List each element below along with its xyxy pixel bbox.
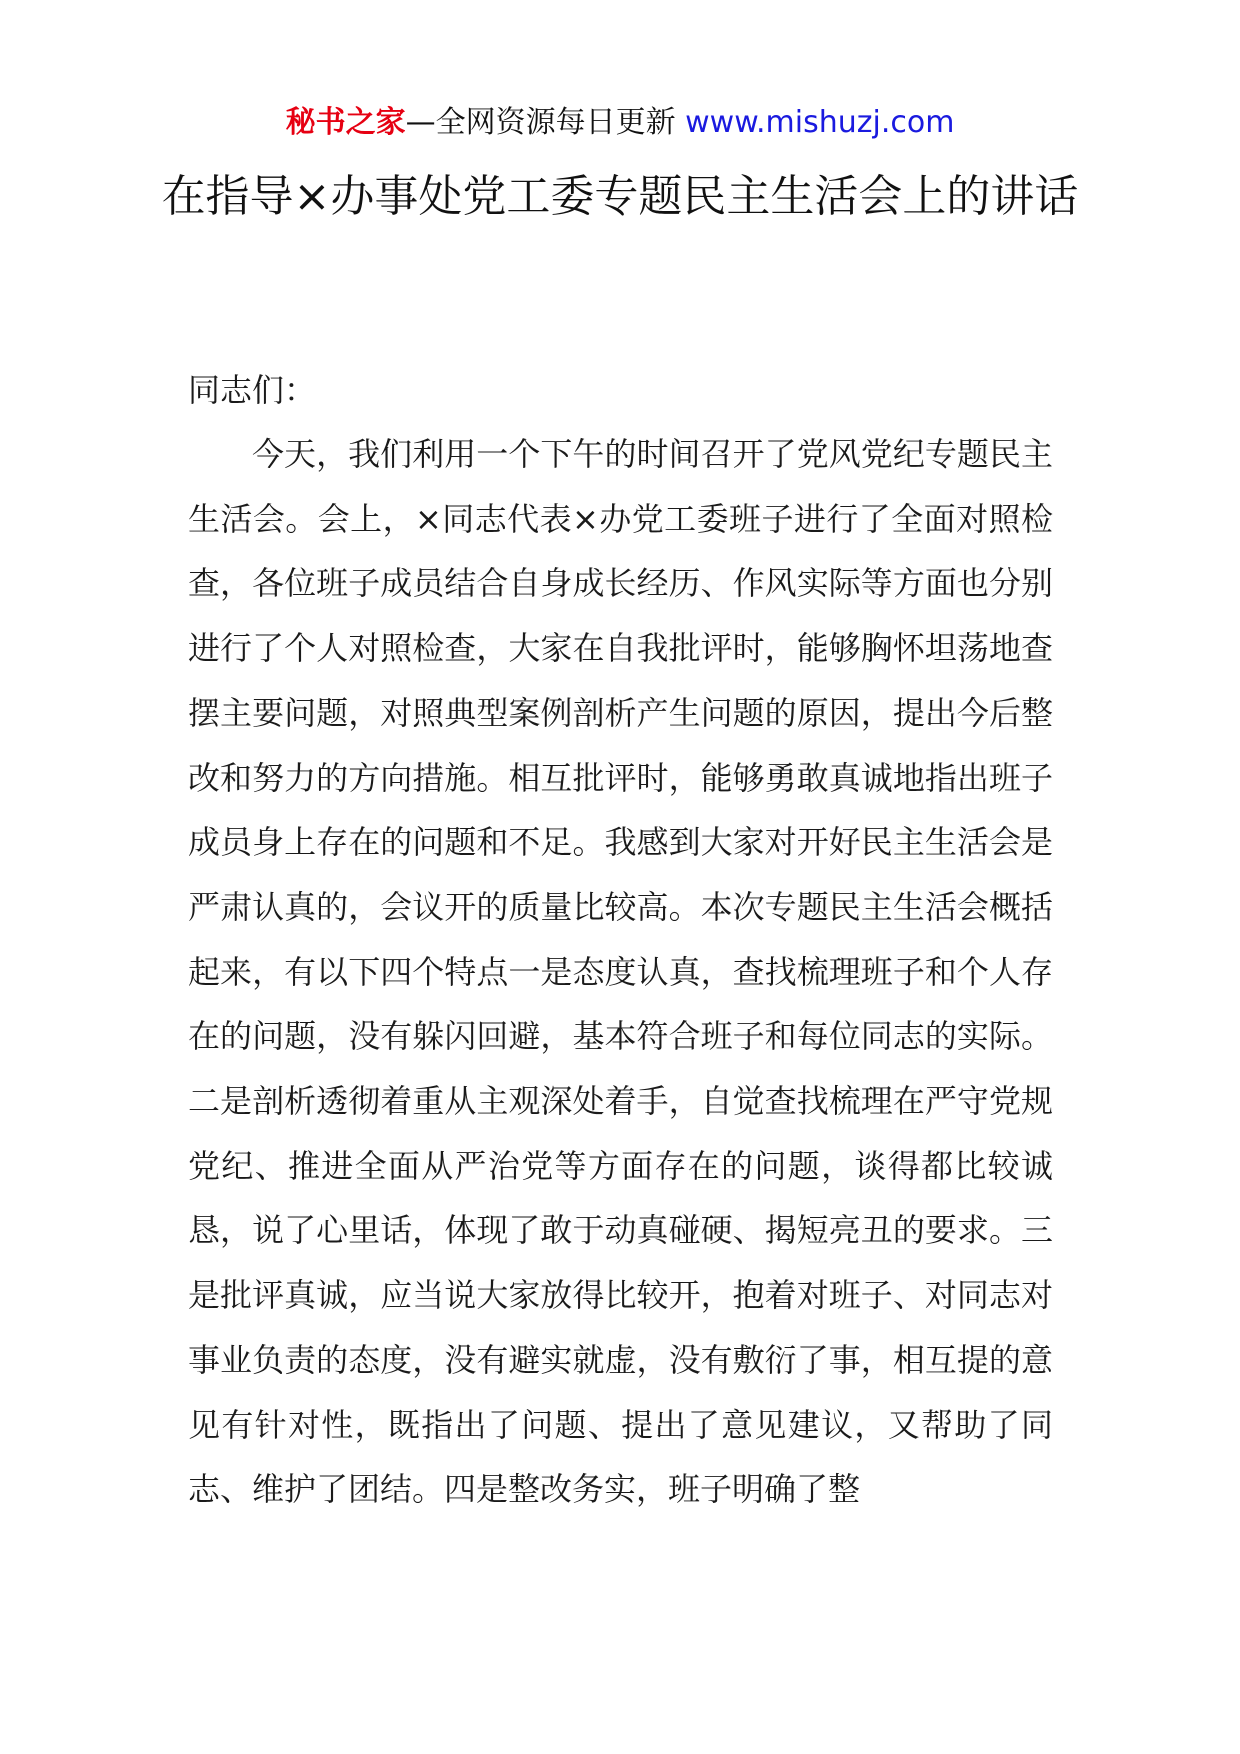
- site-brand: 秘书之家: [285, 105, 406, 140]
- salutation: 同志们：: [188, 371, 317, 409]
- site-url-link[interactable]: www.mishuzj.com: [685, 105, 955, 140]
- document-body: [188, 358, 1053, 1522]
- site-header: [0, 100, 1240, 146]
- document-title: 在指导×办事处党工委专题民主生活会上的讲话: [161, 171, 1079, 222]
- paragraph: 今天，我们利用一个下午的时间召开了党风党纪专题民主生活会。会上，×同志代表×办党工委班子进行了全面对照检查，各位班子成员结合自身成长经历、作风实际等方面也分别进行了个人对照检查，大家在自我批评时，能够胸怀坦荡地查摆主要问题，对照典型案例剖析产生问题的原因，提出今后整改和努力的方向措施。相互批评时，能够勇敢真诚地指出班子成员身上存在的问题和不足。我感到大家对开好民主生活会是严肃认真的，会议开的质量比较高。本次专题民主生活会概括起来，有以下四个特点一是态度认真，查找梳理班子和个人存在的问题，没有躲闪回避，基本符合班子和每位同志的实际。二是剖析透彻着重从主观深处着手，自觉查找梳理在严守党规党纪、推进全面从严治党等方面存在的问题，谈得都比较诚恳，说了心里话，体现了敢于动真碰硬、揭短亮丑的要求。三是批评真诚，应当说大家放得比较开，抱着对班子、对同志对事业负责的态度，没有避实就虚，没有敷衍了事，相互提的意见有针对性，既指出了问题、提出了意见建议，又帮助了同志、维护了团结。四是整改务实，班子明确了整: [188, 435, 1053, 1509]
- site-tagline: —全网资源每日更新: [405, 105, 686, 140]
